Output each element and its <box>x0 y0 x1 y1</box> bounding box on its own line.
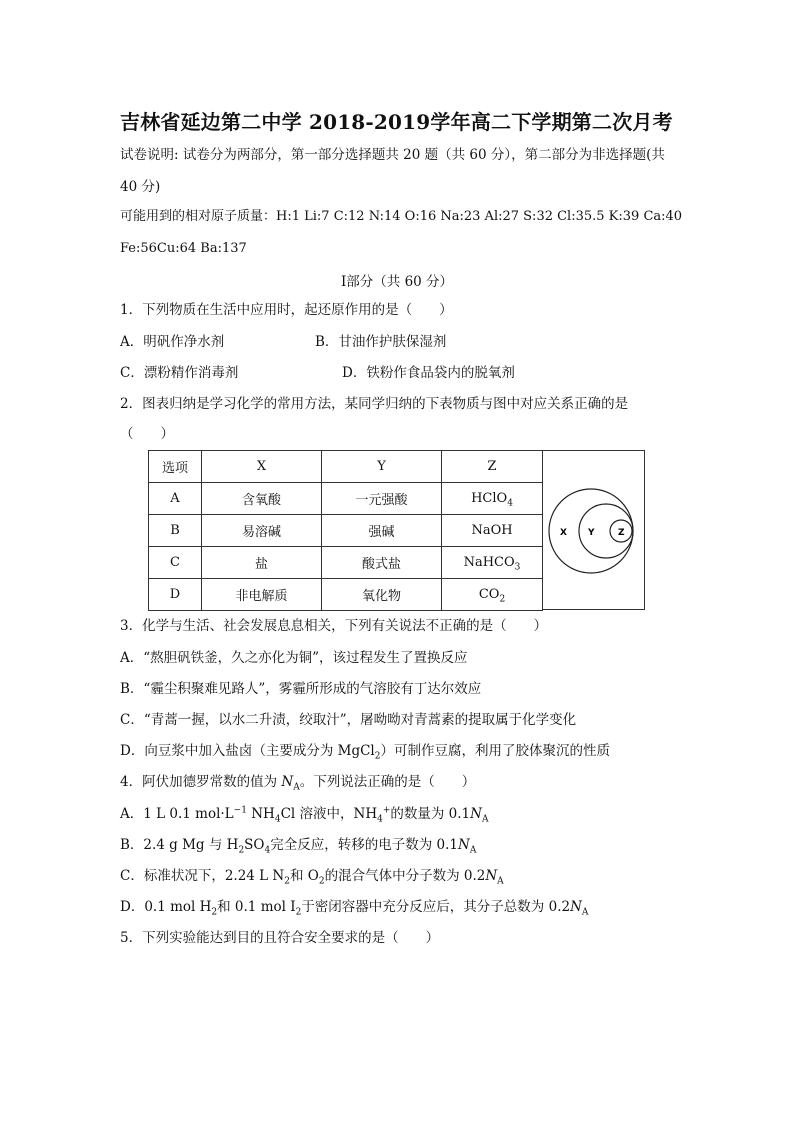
q3-option-d: D．向豆浆中加入盐卤（主要成分为 MgCl$_2$）可制作豆腐，利用了胶体聚沉的性质 <box>120 743 610 762</box>
q5-stem: 5．下列实验能达到目的且符合安全要求的是（ ） <box>120 930 440 946</box>
q2-paren: （ ） <box>120 426 174 442</box>
instructions-line-2: 40 分) <box>120 179 161 195</box>
table-cell: 酸式盐 <box>322 547 442 579</box>
table-row <box>149 483 543 515</box>
table-cell: C <box>149 547 202 579</box>
q4-option-a: A．1 L 0.1 $mol\cdot L^{-1}$ $NH_4Cl$ 溶液中，$NH_4^+$的数量为 $0.1N_A$ <box>120 805 489 825</box>
table-row <box>149 579 543 611</box>
table-header-cell: Y <box>322 451 442 483</box>
venn-label-y: Y <box>588 528 595 538</box>
q2-table <box>148 450 543 611</box>
formula: NaOH <box>471 523 513 538</box>
table-cell: 易溶碱 <box>202 515 322 547</box>
q4-option-d: D．0.1 mol $H_2$和 0.1 mol $I_2$于密闭容器中充分反应后，其分子总数为 $0.2N_A$ <box>120 899 589 918</box>
table-row <box>149 515 543 547</box>
section-heading: Ⅰ部分（共 60 分） <box>340 274 454 290</box>
table-cell: 非电解质 <box>202 579 322 611</box>
table-header-cell: Z <box>442 451 543 483</box>
venn-label-z: Z <box>618 528 625 538</box>
q3-option-c: C．“青蒿一握，以水二升渍，绞取汁”，屠呦呦对青蒿素的提取属于化学变化 <box>120 712 577 728</box>
table-cell: D <box>149 579 202 611</box>
table-cell: 强碱 <box>322 515 442 547</box>
q1-option-a: A．明矾作净水剂 <box>120 334 225 350</box>
q3-stem: 3．化学与生活、社会发展息息相关，下列有关说法不正确的是（ ） <box>120 618 548 634</box>
q4-stem: 4．阿伏加德罗常数的值为 $N_A$。下列说法正确的是（ ） <box>120 774 476 793</box>
formula-subscript: 4 <box>507 498 513 509</box>
table-cell: A <box>149 483 202 515</box>
q1-stem: 1．下列物质在生活中应用时，起还原作用的是（ ） <box>120 302 453 318</box>
instructions-line-1: 试卷说明: 试卷分为两部分，第一部分选择题共 20 题（共 60 分），第二部分为非选择题(共 <box>120 147 665 163</box>
table-header-cell: 选项 <box>149 451 202 483</box>
atomic-masses-line-2: Fe:56Cu:64 Ba:137 <box>120 241 247 256</box>
formula: CO <box>478 587 500 602</box>
table-row <box>149 547 543 579</box>
q4-option-b: B．2.4 g Mg 与 $H_2SO_4$完全反应，转移的电子数为 $0.1N_A$ <box>120 837 477 856</box>
q1-option-d: D．铁粉作食品袋内的脱氧剂 <box>342 365 515 381</box>
page-title: 吉林省延边第二中学 2018-2019学年高二下学期第二次月考 <box>120 110 673 134</box>
table-cell <box>442 483 543 515</box>
formula-subscript: 3 <box>514 562 521 573</box>
q2-stem: 2．图表归纳是学习化学的常用方法，某同学归纳的下表物质与图中对应关系正确的是 <box>120 396 629 412</box>
formula: NaHCO <box>463 555 515 570</box>
formula-subscript: 2 <box>499 594 506 605</box>
table-cell: 盐 <box>202 547 322 579</box>
table-cell: 含氧酸 <box>202 483 322 515</box>
q4-option-c: C．标准状况下，2.24 L $N_2$和 $O_2$的混合气体中分子数为 $0.2N_A$ <box>120 868 504 887</box>
venn-diagram-cell <box>543 450 645 610</box>
q1-option-c: C．漂粉精作消毒剂 <box>120 365 239 381</box>
table-cell: B <box>149 515 202 547</box>
table-header-row <box>149 451 543 483</box>
venn-diagram <box>543 451 644 609</box>
table-cell: 一元强酸 <box>322 483 442 515</box>
q3-option-a: A．“熬胆矾铁釜，久之亦化为铜”，该过程发生了置换反应 <box>120 650 468 666</box>
q1-option-b: B．甘油作护肤保湿剂 <box>315 334 447 350</box>
table-cell <box>442 547 543 579</box>
table-cell <box>442 579 543 611</box>
atomic-masses-line-1: 可能用到的相对原子质量：H:1 Li:7 C:12 N:14 O:16 Na:23 Al:27 S:32 Cl:35.5 K:39 Ca:40 <box>120 209 683 224</box>
formula: HClO <box>471 491 508 506</box>
table-header-cell: X <box>202 451 322 483</box>
venn-label-x: X <box>560 528 567 538</box>
table-cell <box>442 515 543 547</box>
table-cell: 氧化物 <box>322 579 442 611</box>
q3-option-b: B．“霾尘积聚难见路人”，雾霾所形成的气溶胶有丁达尔效应 <box>120 681 482 697</box>
